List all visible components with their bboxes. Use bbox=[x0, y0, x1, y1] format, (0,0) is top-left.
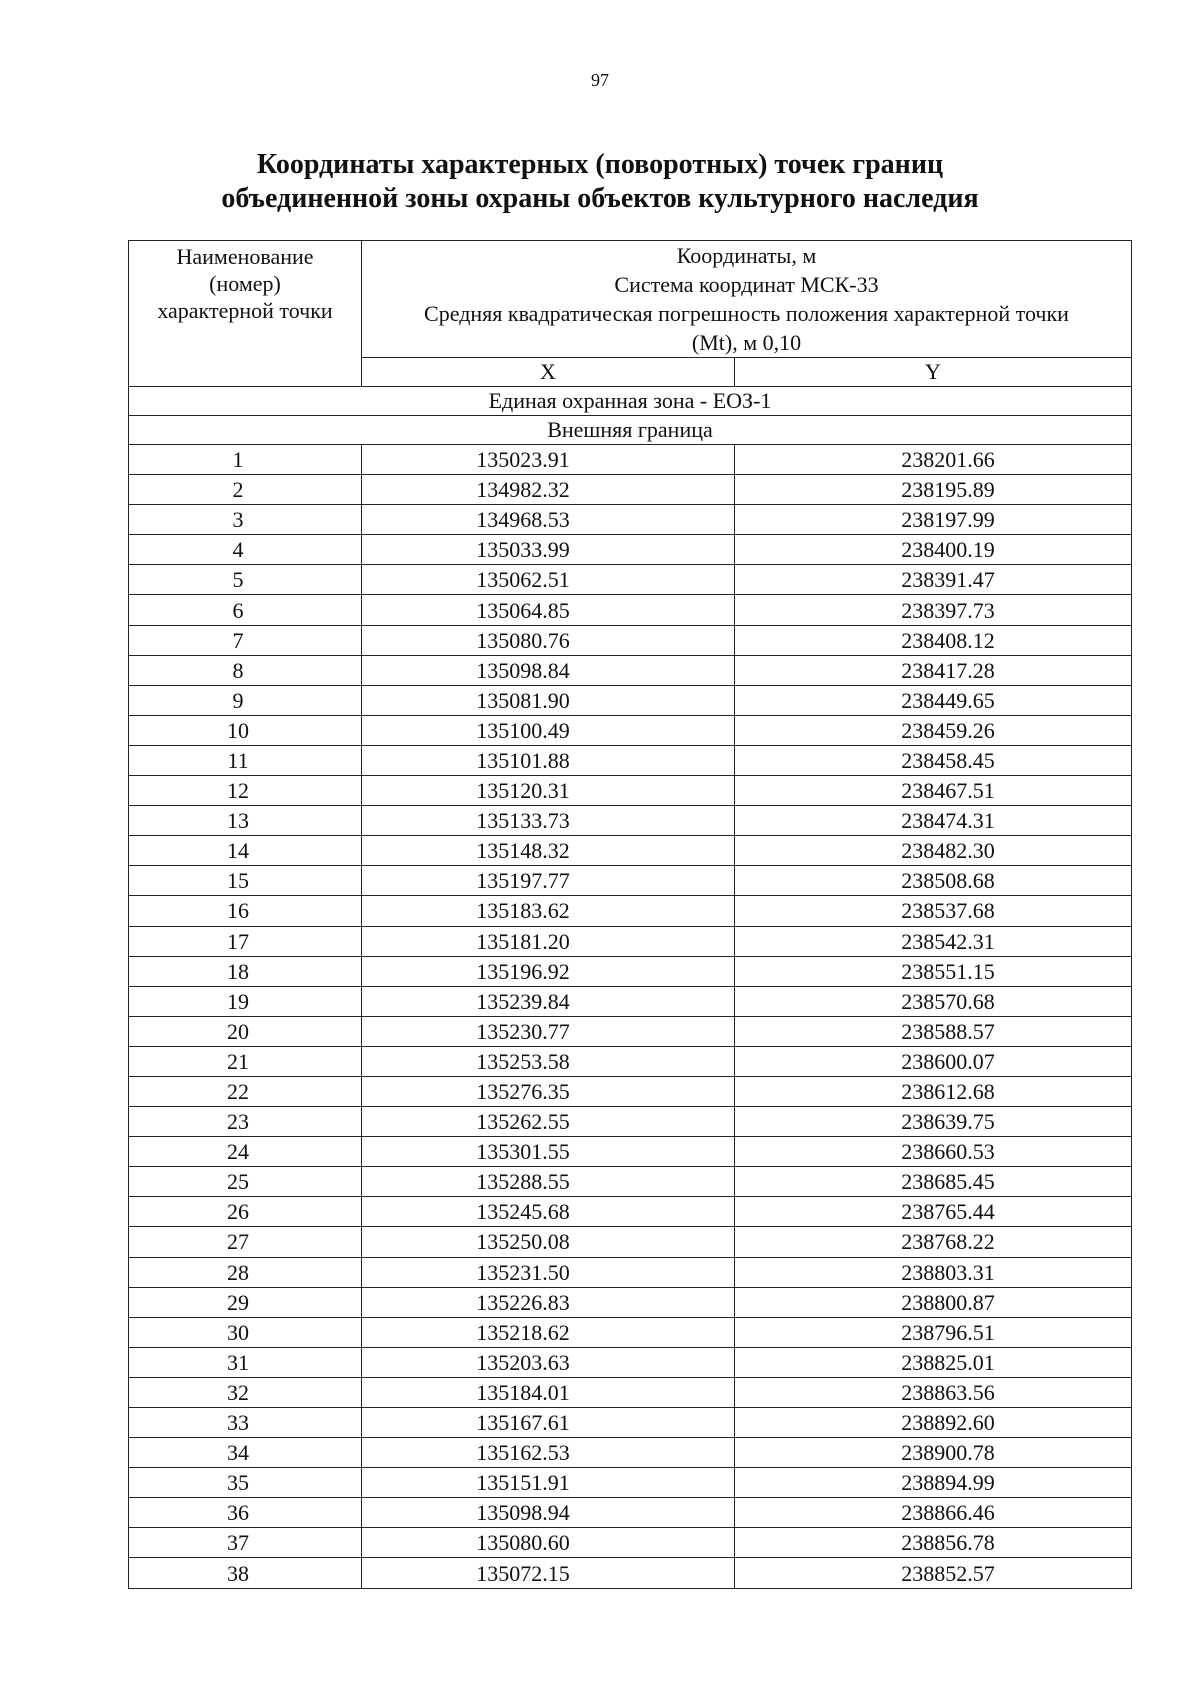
y-coordinate-cell: 238195.89 bbox=[735, 475, 1132, 505]
table-row bbox=[129, 1468, 1132, 1498]
x-coordinate-cell: 135197.77 bbox=[362, 866, 735, 896]
x-coordinate-cell: 135231.50 bbox=[362, 1257, 735, 1287]
y-coordinate-cell: 238685.45 bbox=[735, 1167, 1132, 1197]
point-number-cell: 7 bbox=[129, 625, 362, 655]
point-number-cell: 20 bbox=[129, 1016, 362, 1046]
table-row bbox=[129, 625, 1132, 655]
x-coordinate-cell: 135148.32 bbox=[362, 836, 735, 866]
point-number-cell: 37 bbox=[129, 1528, 362, 1558]
table-row bbox=[129, 1408, 1132, 1438]
point-number-cell: 24 bbox=[129, 1137, 362, 1167]
x-coordinate-cell: 135203.63 bbox=[362, 1347, 735, 1377]
x-coordinate-cell: 135098.84 bbox=[362, 655, 735, 685]
x-coordinate-cell: 134968.53 bbox=[362, 505, 735, 535]
header-coords-line-4: (Mt), м 0,10 bbox=[691, 330, 802, 355]
y-coordinate-cell: 238391.47 bbox=[735, 565, 1132, 595]
y-coordinate-cell: 238796.51 bbox=[735, 1317, 1132, 1347]
header-name-line-3: характерной точки bbox=[157, 298, 333, 323]
page-title bbox=[0, 148, 1200, 216]
x-coordinate-cell: 135262.55 bbox=[362, 1107, 735, 1137]
point-number-cell: 21 bbox=[129, 1046, 362, 1076]
zone-label: Единая охранная зона - ЕОЗ-1 bbox=[129, 387, 1132, 416]
table-row bbox=[129, 475, 1132, 505]
point-number-cell: 15 bbox=[129, 866, 362, 896]
y-coordinate-cell: 238474.31 bbox=[735, 806, 1132, 836]
x-coordinate-cell: 135080.76 bbox=[362, 625, 735, 655]
y-coordinate-cell: 238397.73 bbox=[735, 595, 1132, 625]
y-coordinate-cell: 238825.01 bbox=[735, 1347, 1132, 1377]
table-row bbox=[129, 1498, 1132, 1528]
table-row bbox=[129, 1257, 1132, 1287]
y-coordinate-cell: 238570.68 bbox=[735, 986, 1132, 1016]
x-coordinate-cell: 135181.20 bbox=[362, 926, 735, 956]
y-coordinate-cell: 238612.68 bbox=[735, 1076, 1132, 1106]
point-number-cell: 18 bbox=[129, 956, 362, 986]
boundary-row bbox=[129, 416, 1132, 445]
table-row bbox=[129, 745, 1132, 775]
point-number-cell: 31 bbox=[129, 1347, 362, 1377]
x-coordinate-cell: 135253.58 bbox=[362, 1046, 735, 1076]
header-y: Y bbox=[735, 358, 1132, 387]
x-coordinate-cell: 135218.62 bbox=[362, 1317, 735, 1347]
table-row bbox=[129, 1107, 1132, 1137]
table-row bbox=[129, 1317, 1132, 1347]
y-coordinate-cell: 238866.46 bbox=[735, 1498, 1132, 1528]
table-row bbox=[129, 776, 1132, 806]
y-coordinate-cell: 238639.75 bbox=[735, 1107, 1132, 1137]
y-coordinate-cell: 238508.68 bbox=[735, 866, 1132, 896]
point-number-cell: 23 bbox=[129, 1107, 362, 1137]
table-row bbox=[129, 1197, 1132, 1227]
y-coordinate-cell: 238458.45 bbox=[735, 745, 1132, 775]
point-number-cell: 6 bbox=[129, 595, 362, 625]
x-coordinate-cell: 135167.61 bbox=[362, 1408, 735, 1438]
table-row bbox=[129, 926, 1132, 956]
y-coordinate-cell: 238417.28 bbox=[735, 655, 1132, 685]
table-row bbox=[129, 1347, 1132, 1377]
point-number-cell: 9 bbox=[129, 685, 362, 715]
y-coordinate-cell: 238197.99 bbox=[735, 505, 1132, 535]
x-coordinate-cell: 135120.31 bbox=[362, 776, 735, 806]
table-row bbox=[129, 1287, 1132, 1317]
x-coordinate-cell: 135276.35 bbox=[362, 1076, 735, 1106]
header-name-line-2: (номер) bbox=[209, 271, 281, 296]
table-row bbox=[129, 956, 1132, 986]
x-coordinate-cell: 135151.91 bbox=[362, 1468, 735, 1498]
point-number-cell: 28 bbox=[129, 1257, 362, 1287]
point-number-cell: 27 bbox=[129, 1227, 362, 1257]
table-row bbox=[129, 1016, 1132, 1046]
table-row bbox=[129, 1438, 1132, 1468]
y-coordinate-cell: 238900.78 bbox=[735, 1438, 1132, 1468]
table-row bbox=[129, 1137, 1132, 1167]
x-coordinate-cell: 135245.68 bbox=[362, 1197, 735, 1227]
table-row bbox=[129, 836, 1132, 866]
y-coordinate-cell: 238856.78 bbox=[735, 1528, 1132, 1558]
table-row bbox=[129, 866, 1132, 896]
y-coordinate-cell: 238863.56 bbox=[735, 1377, 1132, 1407]
x-coordinate-cell: 135064.85 bbox=[362, 595, 735, 625]
point-number-cell: 8 bbox=[129, 655, 362, 685]
point-number-cell: 34 bbox=[129, 1438, 362, 1468]
x-coordinate-cell: 135288.55 bbox=[362, 1167, 735, 1197]
point-number-cell: 4 bbox=[129, 535, 362, 565]
y-coordinate-cell: 238449.65 bbox=[735, 685, 1132, 715]
point-number-cell: 3 bbox=[129, 505, 362, 535]
x-coordinate-cell: 135033.99 bbox=[362, 535, 735, 565]
y-coordinate-cell: 238800.87 bbox=[735, 1287, 1132, 1317]
y-coordinate-cell: 238894.99 bbox=[735, 1468, 1132, 1498]
x-coordinate-cell: 135062.51 bbox=[362, 565, 735, 595]
table-row bbox=[129, 1167, 1132, 1197]
x-coordinate-cell: 135239.84 bbox=[362, 986, 735, 1016]
point-number-cell: 14 bbox=[129, 836, 362, 866]
header-point-name bbox=[129, 241, 362, 387]
point-number-cell: 35 bbox=[129, 1468, 362, 1498]
title-line-1: Координаты характерных (поворотных) точек границ bbox=[256, 149, 944, 180]
y-coordinate-cell: 238408.12 bbox=[735, 625, 1132, 655]
x-coordinate-cell: 135226.83 bbox=[362, 1287, 735, 1317]
y-coordinate-cell: 238768.22 bbox=[735, 1227, 1132, 1257]
table-row bbox=[129, 1227, 1132, 1257]
table-row bbox=[129, 896, 1132, 926]
y-coordinate-cell: 238600.07 bbox=[735, 1046, 1132, 1076]
y-coordinate-cell: 238201.66 bbox=[735, 445, 1132, 475]
x-coordinate-cell: 134982.32 bbox=[362, 475, 735, 505]
table-row bbox=[129, 685, 1132, 715]
y-coordinate-cell: 238542.31 bbox=[735, 926, 1132, 956]
table-row bbox=[129, 505, 1132, 535]
point-number-cell: 5 bbox=[129, 565, 362, 595]
header-coords-line-3: Средняя квадратическая погрешность положения характерной точки bbox=[424, 301, 1069, 326]
table-row bbox=[129, 1558, 1132, 1588]
point-number-cell: 17 bbox=[129, 926, 362, 956]
x-coordinate-cell: 135183.62 bbox=[362, 896, 735, 926]
table-row bbox=[129, 595, 1132, 625]
y-coordinate-cell: 238803.31 bbox=[735, 1257, 1132, 1287]
point-number-cell: 16 bbox=[129, 896, 362, 926]
x-coordinate-cell: 135230.77 bbox=[362, 1016, 735, 1046]
x-coordinate-cell: 135098.94 bbox=[362, 1498, 735, 1528]
x-coordinate-cell: 135133.73 bbox=[362, 806, 735, 836]
table-row bbox=[129, 806, 1132, 836]
point-number-cell: 22 bbox=[129, 1076, 362, 1106]
header-coords-line-2: Система координат МСК-33 bbox=[614, 272, 879, 297]
y-coordinate-cell: 238588.57 bbox=[735, 1016, 1132, 1046]
y-coordinate-cell: 238467.51 bbox=[735, 776, 1132, 806]
page-number: 97 bbox=[591, 70, 609, 90]
point-number-cell: 25 bbox=[129, 1167, 362, 1197]
table-row bbox=[129, 1528, 1132, 1558]
x-coordinate-cell: 135100.49 bbox=[362, 715, 735, 745]
point-number-cell: 11 bbox=[129, 745, 362, 775]
table-row bbox=[129, 1046, 1132, 1076]
y-coordinate-cell: 238765.44 bbox=[735, 1197, 1132, 1227]
table-row bbox=[129, 655, 1132, 685]
point-number-cell: 19 bbox=[129, 986, 362, 1016]
table-row bbox=[129, 535, 1132, 565]
coordinates-table bbox=[128, 240, 1132, 1589]
x-coordinate-cell: 135162.53 bbox=[362, 1438, 735, 1468]
point-number-cell: 13 bbox=[129, 806, 362, 836]
point-number-cell: 10 bbox=[129, 715, 362, 745]
point-number-cell: 2 bbox=[129, 475, 362, 505]
point-number-cell: 36 bbox=[129, 1498, 362, 1528]
point-number-cell: 33 bbox=[129, 1408, 362, 1438]
x-coordinate-cell: 135101.88 bbox=[362, 745, 735, 775]
point-number-cell: 30 bbox=[129, 1317, 362, 1347]
table-row bbox=[129, 1076, 1132, 1106]
x-coordinate-cell: 135184.01 bbox=[362, 1377, 735, 1407]
zone-row bbox=[129, 387, 1132, 416]
header-coordinates bbox=[362, 241, 1132, 358]
table-row bbox=[129, 445, 1132, 475]
point-number-cell: 26 bbox=[129, 1197, 362, 1227]
table-row bbox=[129, 565, 1132, 595]
x-coordinate-cell: 135080.60 bbox=[362, 1528, 735, 1558]
y-coordinate-cell: 238537.68 bbox=[735, 896, 1132, 926]
x-coordinate-cell: 135023.91 bbox=[362, 445, 735, 475]
table-row bbox=[129, 715, 1132, 745]
point-number-cell: 29 bbox=[129, 1287, 362, 1317]
x-coordinate-cell: 135081.90 bbox=[362, 685, 735, 715]
header-coords-line-1: Координаты, м bbox=[676, 243, 817, 268]
header-x: X bbox=[362, 358, 735, 387]
point-number-cell: 38 bbox=[129, 1558, 362, 1588]
x-coordinate-cell: 135072.15 bbox=[362, 1558, 735, 1588]
title-line-2: объединенной зоны охраны объектов культурного наследия bbox=[221, 183, 979, 214]
y-coordinate-cell: 238459.26 bbox=[735, 715, 1132, 745]
x-coordinate-cell: 135196.92 bbox=[362, 956, 735, 986]
y-coordinate-cell: 238482.30 bbox=[735, 836, 1132, 866]
y-coordinate-cell: 238551.15 bbox=[735, 956, 1132, 986]
y-coordinate-cell: 238852.57 bbox=[735, 1558, 1132, 1588]
boundary-label: Внешняя граница bbox=[129, 416, 1132, 445]
x-coordinate-cell: 135301.55 bbox=[362, 1137, 735, 1167]
table-row bbox=[129, 1377, 1132, 1407]
table-row bbox=[129, 986, 1132, 1016]
y-coordinate-cell: 238892.60 bbox=[735, 1408, 1132, 1438]
y-coordinate-cell: 238660.53 bbox=[735, 1137, 1132, 1167]
x-coordinate-cell: 135250.08 bbox=[362, 1227, 735, 1257]
header-name-line-1: Наименование bbox=[176, 244, 314, 269]
point-number-cell: 1 bbox=[129, 445, 362, 475]
y-coordinate-cell: 238400.19 bbox=[735, 535, 1132, 565]
point-number-cell: 32 bbox=[129, 1377, 362, 1407]
point-number-cell: 12 bbox=[129, 776, 362, 806]
